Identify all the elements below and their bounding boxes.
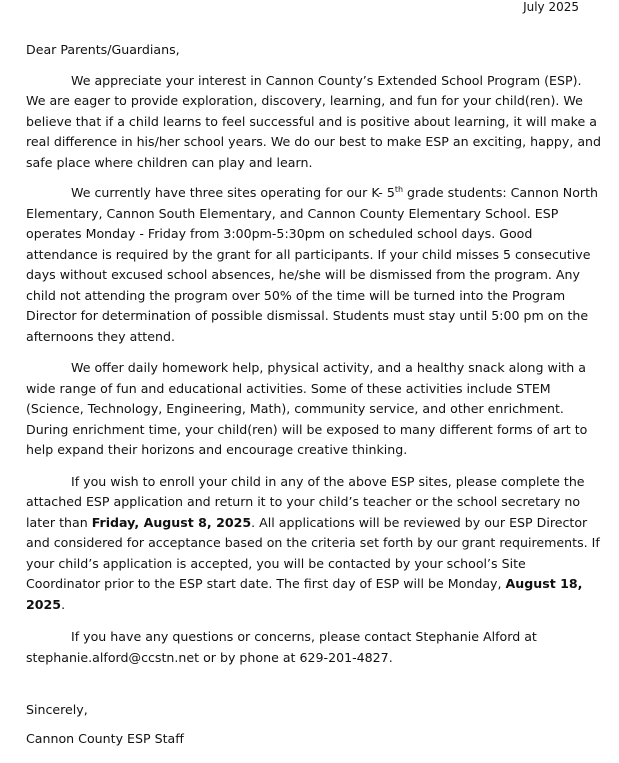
application-deadline: Friday, August 8, 2025 — [91, 514, 252, 530]
ordinal-suffix: th — [394, 184, 404, 194]
enrollment-text-1: If you wish to enroll your child in any of the above ESP sites, please complete the attached ESP application and return it to your child’s teacher or the school secretary no later than — [26, 473, 585, 530]
enrollment-text-2: . All applications will be reviewed by our ESP Director and considered for acceptance based on the criteria set forth by our grant requirements. If your child’s application is accepted, you will be contacted by your school’s Site Coordinator prior to the ESP start date. The first day of ESP will be Monday, — [26, 514, 600, 591]
letter-body — [26, 40, 602, 668]
greeting: Dear Parents/Guardians, — [26, 42, 180, 57]
paragraph-contact: If you have any questions or concerns, please contact Stephanie Alford at stephanie.alford@ccstn.net or by phone at 629-201-4827. — [26, 629, 537, 665]
paragraph-activities: We offer daily homework help, physical activity, and a healthy snack along with a wide range of fun and educational activities. Some of these activities include STEM (Science, Technology, Engineering, Math), community service, and other enrichment. During enrichment time, your child(ren) will be exposed to many different forms of art to help expand their horizons and encourage creative thinking. — [26, 360, 588, 457]
esp-start-date: August 18, 2025 — [26, 576, 583, 612]
enrollment-text-3: . — [61, 596, 66, 612]
letter-date: July 2025 — [523, 0, 579, 14]
paragraph-intro: We appreciate your interest in Cannon County’s Extended School Program (ESP). We are eager to provide exploration, discovery, learning, and fun for your child(ren). We believe that if a child learns to feel successful and is positive about learning, it will make a real difference in his/her school years. We do our best to make ESP an exciting, happy, and safe place where children can play and learn. — [26, 72, 602, 170]
closing: Sincerely, — [26, 702, 88, 717]
paragraph-sites — [26, 183, 602, 347]
signature: Cannon County ESP Staff — [26, 731, 184, 746]
sites-text-rest: grade students: Cannon North Elementary, Cannon South Elementary, and Cannon County Elementary School. ESP operates Monday - Friday from 3:00pm-5:30pm on scheduled school days. Good attendance is required by the grant for all participants. If your child misses 5 consecutive days without excused school absences, he/she will be dismissed from the program. Any child not attending the program over 50% of the time will be turned into the Program Director for determination of possible dismissal. Students must stay until 5:00 pm on the afternoons they attend. — [26, 185, 599, 344]
paragraph-enrollment — [26, 472, 602, 616]
sites-text-start: We currently have three sites operating for our K- 5 — [71, 185, 395, 200]
